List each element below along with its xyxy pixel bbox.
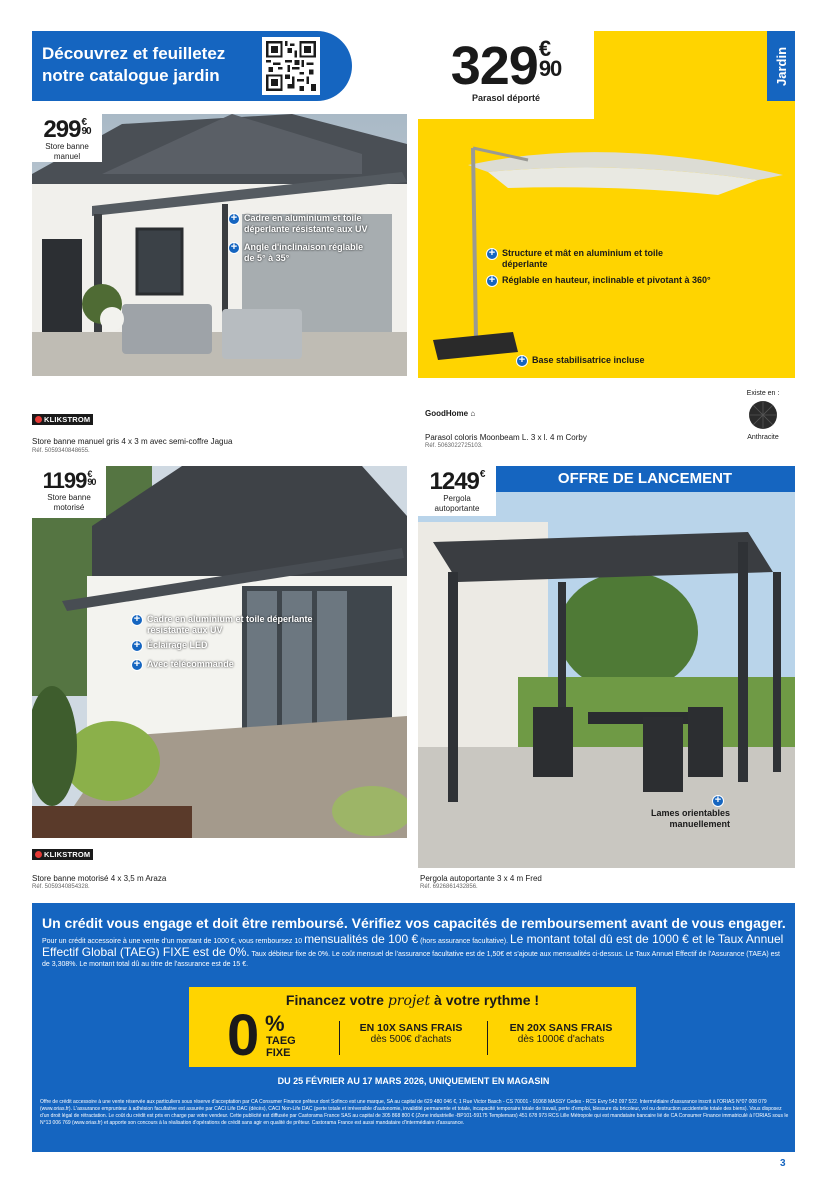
qr-code-icon[interactable] [262,37,320,95]
color-name: Anthracite [747,434,779,441]
store-manuel-features [228,213,378,264]
store-manuel-price: 299 € 90 Store banne manuel [32,114,102,162]
color-variant [731,380,795,454]
pergola-ref: Réf. 6926861432856. [420,884,478,890]
plus-icon: + [228,213,240,225]
section-tab-jardin[interactable]: Jardin [767,31,795,101]
parasol-price: 329 € 90 Parasol déporté [418,31,594,119]
goodhome-logo: GoodHome ⌂ [425,409,476,418]
page-number: 3 [780,1158,786,1169]
legal-text: Offre de crédit accessoire à une vente réservée aux particuliers sous réserve d'acceptation par CA Consumer Finance prêteur dont Sofinco est une marque, SA au capital de 629 480 046 €, 1 Rue Victor Basch - CS 70001 - 91068 MASSY Cedex - RCS Evry 542 097 522. Intermédiaire d'assurance inscrit à l'ORIAS N°07 008 079 (www.orias.fr). L'assurance emprunteur à adhésion facultative est assurée par CACI Life DAC (décès), CACI Non-Life DAC (perte totale et irréversible d'autonomie, invalidité permanente et totale, incapacité temporaire totale de travail, perte d'emploi, blessure du bricoleur, vol ou destruction accidentelle totale des biens). Vous disposez d'un droit légal de rétractation. Le coût du crédit est pris en charge par votre vendeur. Cette publicité est diffusée par Castorama France SAS au capital de 305 868 800 € (Zone industrielle -BP101-59175 Templemars) 451 678 973 RCS Lille Métropole qui est mandataire bancaire lié de CA Consumer Finance immatriculé à l'ORIAS sous le N°13 006 769 (www.orias.fr) et apporte son concours à la réalisation d'opérations de crédit sans agir en qualité de prêteur. Castorama France est aussi mandataire d'intermédiaire d'assurance. [40,1099,789,1126]
pergola-feature: + Lames orientables manuellement [650,794,730,829]
offer-dates: DU 25 FÉVRIER AU 17 MARS 2026, UNIQUEMENT EN MAGASIN [277,1076,550,1086]
klikstrom-logo: KLIKSTROM [32,849,93,860]
feature-item: + Avec télécommande [131,659,331,671]
color-swatch-icon[interactable] [748,400,778,430]
credit-terms: Pour un crédit accessoire à une vente d'un montant de 1000 €, vous remboursez 10 mensualités de 100 € (hors assurance facultative). Le montant total dû est de 1000 € et le Taux Annuel Effectif Global (TAEG) FIXE est de 0%. Taux débiteur fixe de 0%. Le coût mensuel de l'assurance facultative est de 1,50€ et s'ajoute aux mensualités ci-dessus. Le Taux Annuel Effectif de l'Assurance (TAEA) est de 3,308%. Le montant total dû au titre de l'assurance est de 15 €. [42,932,784,968]
plus-icon: + [131,614,143,626]
zero-percent: 0 [227,1003,260,1068]
plus-icon: + [131,640,143,652]
store-motorise-price: 1199 € 90 Store banne motorisé [32,466,106,518]
feature-item: + Base stabilisatrice incluse [516,355,645,367]
divider [487,1021,488,1055]
plus-icon: + [228,242,240,254]
plus-icon: + [131,659,143,671]
percent-sign: % [265,1011,285,1036]
pergola-photo [418,492,795,868]
parasol-features [486,248,746,287]
store-manuel-name: Store banne manuel gris 4 x 3 m avec semi-coffre Jagua [32,437,233,446]
divider [339,1021,340,1055]
exists-label: Existe en : [746,390,780,397]
financing-box [189,987,636,1067]
klikstrom-logo: KLIKSTROM [32,414,93,425]
offer-20x: EN 20X SANS FRAIS dès 1000€ d'achats [509,1022,613,1045]
feature-item: + Réglable en hauteur, inclinable et pivotant à 360° [486,275,746,287]
feature-item: + Structure et mât en aluminium et toile déperlante [486,248,746,270]
plus-icon: + [712,795,724,807]
catalogue-banner[interactable] [32,31,352,101]
financing-title: Financez votre projet à votre rythme ! [285,992,540,1009]
parasol-ref: Réf. 5063022725103. [425,443,483,449]
credit-headline: Un crédit vous engage et doit être remboursé. Vérifiez vos capacités de remboursement avant de vous engager. [42,915,786,931]
launch-offer-banner: OFFRE DE LANCEMENT [495,466,795,492]
feature-item: + Angle d'inclinaison réglable de 5° à 35° [228,242,378,264]
store-motorise-ref: Réf. 5059340854328. [32,884,90,890]
feature-item: + Cadre en aluminium et toile déperlante résistante aux UV [131,614,331,636]
offer-10x: EN 10X SANS FRAIS dès 500€ d'achats [359,1022,463,1045]
house-icon: ⌂ [470,409,476,418]
plus-icon: + [486,275,498,287]
catalogue-text: Découvrez et feuilletez notre catalogue jardin [42,44,226,85]
parasol-name: Parasol coloris Moonbeam L. 3 x l. 4 m Corby [425,433,587,442]
parasol-photo [418,120,795,370]
plus-icon: + [516,355,528,367]
feature-item: + Cadre en aluminium et toile déperlante résistante aux UV [228,213,378,235]
taeg-label: TAEG FIXE [266,1035,296,1059]
pergola-name: Pergola autoportante 3 x 4 m Fred [420,874,542,883]
feature-item: + Éclairage LED [131,640,331,652]
store-manuel-ref: Réf. 5059340848655. [32,448,90,454]
pergola-price: 1249 € Pergola autoportante [418,466,496,516]
credit-block [32,903,795,1152]
plus-icon: + [486,248,498,260]
store-motorise-features [131,614,331,671]
store-motorise-name: Store banne motorisé 4 x 3,5 m Araza [32,874,167,883]
